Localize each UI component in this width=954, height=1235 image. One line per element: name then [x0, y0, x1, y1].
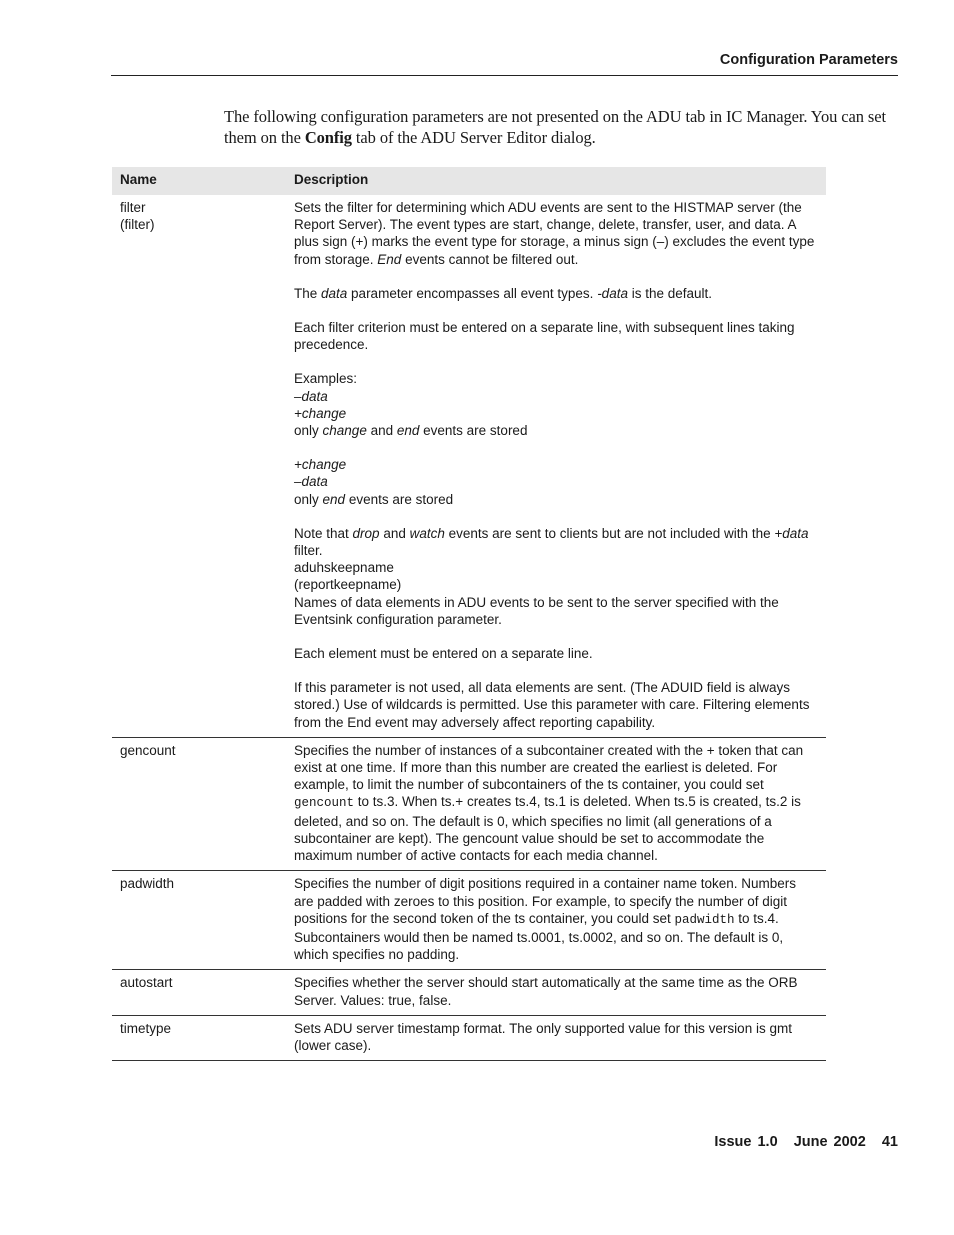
italic-term: +data	[774, 525, 809, 541]
intro-paragraph	[224, 106, 904, 148]
text-run: The	[294, 285, 322, 301]
italic-term: end	[396, 423, 420, 439]
param-description-cell: Sets ADU server timestamp format. The only supported value for this version is gmt (lower case).	[286, 1015, 826, 1060]
text-run: parameter encompasses all event types.	[347, 285, 598, 301]
examples-label: Examples:	[294, 371, 358, 387]
footer-date: June 2002	[793, 1134, 866, 1150]
description-paragraph: Each filter criterion must be entered on a separate line, with subsequent lines taking precedence.	[294, 320, 795, 353]
description-paragraph	[294, 525, 818, 628]
text-run: and	[379, 525, 410, 541]
table-row-padwidth	[112, 871, 826, 970]
intro-text-2: tab of the ADU Server Editor dialog.	[351, 128, 596, 147]
config-parameters-table	[112, 167, 826, 1061]
description-paragraph: If this parameter is not used, all data elements are sent. (The ADUID field is always stored.) Use of wildcards is permitted. Use this parameter with care. Filtering elements from the End event may adversely affect reporting capability.	[294, 680, 810, 730]
text-run: Specifies the number of digit positions required in a container name token. Numbers are padded with zeroes to this position. For example, to specify the number of digit positions for the second token of the ts container, you could set	[294, 876, 797, 926]
param-alias-inline: (reportkeepname)	[294, 577, 402, 593]
italic-term: End	[377, 251, 402, 267]
code-term: gencount	[294, 796, 355, 811]
examples-block	[294, 370, 818, 439]
param-alias: (filter)	[120, 217, 155, 233]
param-description-cell	[286, 871, 826, 970]
table-header-row	[112, 167, 826, 195]
text-run: Names of data elements in ADU events to be sent to the server specified with the Eventsink configuration parameter.	[294, 594, 779, 627]
example-line: +change	[294, 457, 347, 473]
column-header-description: Description	[286, 167, 826, 195]
text-run: filter.	[294, 543, 323, 559]
table-row-autostart	[112, 970, 826, 1015]
footer-issue: Issue 1.0	[714, 1134, 778, 1150]
example-line: –data	[294, 474, 328, 490]
table-row-timetype	[112, 1015, 826, 1060]
table-row-gencount	[112, 737, 826, 870]
italic-term: data	[321, 285, 348, 301]
param-name: gencount	[112, 737, 286, 870]
param-name: filter	[120, 200, 146, 215]
code-term: padwidth	[674, 912, 735, 927]
italic-term: -data	[597, 285, 628, 301]
text-run: events are stored	[419, 423, 528, 439]
page-footer	[714, 1134, 898, 1150]
param-name-cell	[112, 195, 286, 737]
description-paragraph: Each element must be entered on a separate line.	[294, 646, 593, 662]
examples-block	[294, 456, 818, 508]
header-rule	[111, 75, 898, 76]
text-run: to ts.3. When ts.+ creates ts.4, ts.1 is deleted. When ts.5 is created, ts.2 is deleted, and so on. The default is 0, which specifies no limit (all generations of a subcontainer are kept). The gencount value should be set to accommodate the maximum number of active contacts for each media channel.	[294, 794, 801, 864]
description-paragraph	[294, 199, 818, 268]
example-line: –data	[294, 388, 328, 404]
italic-term: drop	[352, 525, 380, 541]
text-run: events are stored	[345, 491, 454, 507]
italic-term: watch	[409, 525, 445, 541]
text-run: Specifies the number of instances of a subcontainer created with the + token that can exist at one time. If more than this number are created the earliest is deleted. For example, to limit the number of subcontainers of the ts container, you could set	[294, 742, 804, 793]
text-run: to ts.4. Subcontainers would then be named ts.0001, ts.0002, and so on. The default is 0, which specifies no padding.	[294, 910, 784, 963]
running-header-title: Configuration Parameters	[719, 52, 898, 68]
text-run: events are sent to clients but are not included with the	[444, 525, 775, 541]
text-run: and	[366, 423, 397, 439]
column-header-name: Name	[112, 167, 286, 195]
text-run: Note that	[294, 525, 353, 541]
description-paragraph	[294, 285, 818, 302]
intro-config-bold: Config	[304, 128, 352, 147]
table-row-filter	[112, 195, 826, 737]
text-run: Sets the filter for determining which ADU events are sent to the HISTMAP server (the Report Server). The event types are start, change, delete, transfer, user, and data. A plus sign (+) marks the event type for storage, a minus sign (–) excludes the event type from storage.	[294, 200, 815, 267]
param-name: padwidth	[112, 871, 286, 970]
text-run: only	[294, 423, 323, 439]
text-run: events cannot be filtered out.	[401, 251, 579, 267]
param-name: timetype	[112, 1015, 286, 1060]
italic-term: end	[322, 491, 346, 507]
text-run: is the default.	[627, 285, 713, 301]
italic-term: change	[322, 423, 367, 439]
param-name-inline: aduhskeepname	[294, 560, 394, 576]
param-description-cell: Specifies whether the server should start automatically at the same time as the ORB Server. Values: true, false.	[286, 970, 826, 1015]
example-line: +change	[294, 405, 347, 421]
param-name: autostart	[112, 970, 286, 1015]
param-description-cell	[286, 737, 826, 870]
param-description-cell	[286, 195, 826, 737]
intro-text-1: The following configuration parameters are not presented on the ADU tab in IC Manager. You can set them on the	[224, 107, 886, 147]
page-number: 41	[881, 1134, 898, 1150]
text-run: only	[294, 491, 323, 507]
